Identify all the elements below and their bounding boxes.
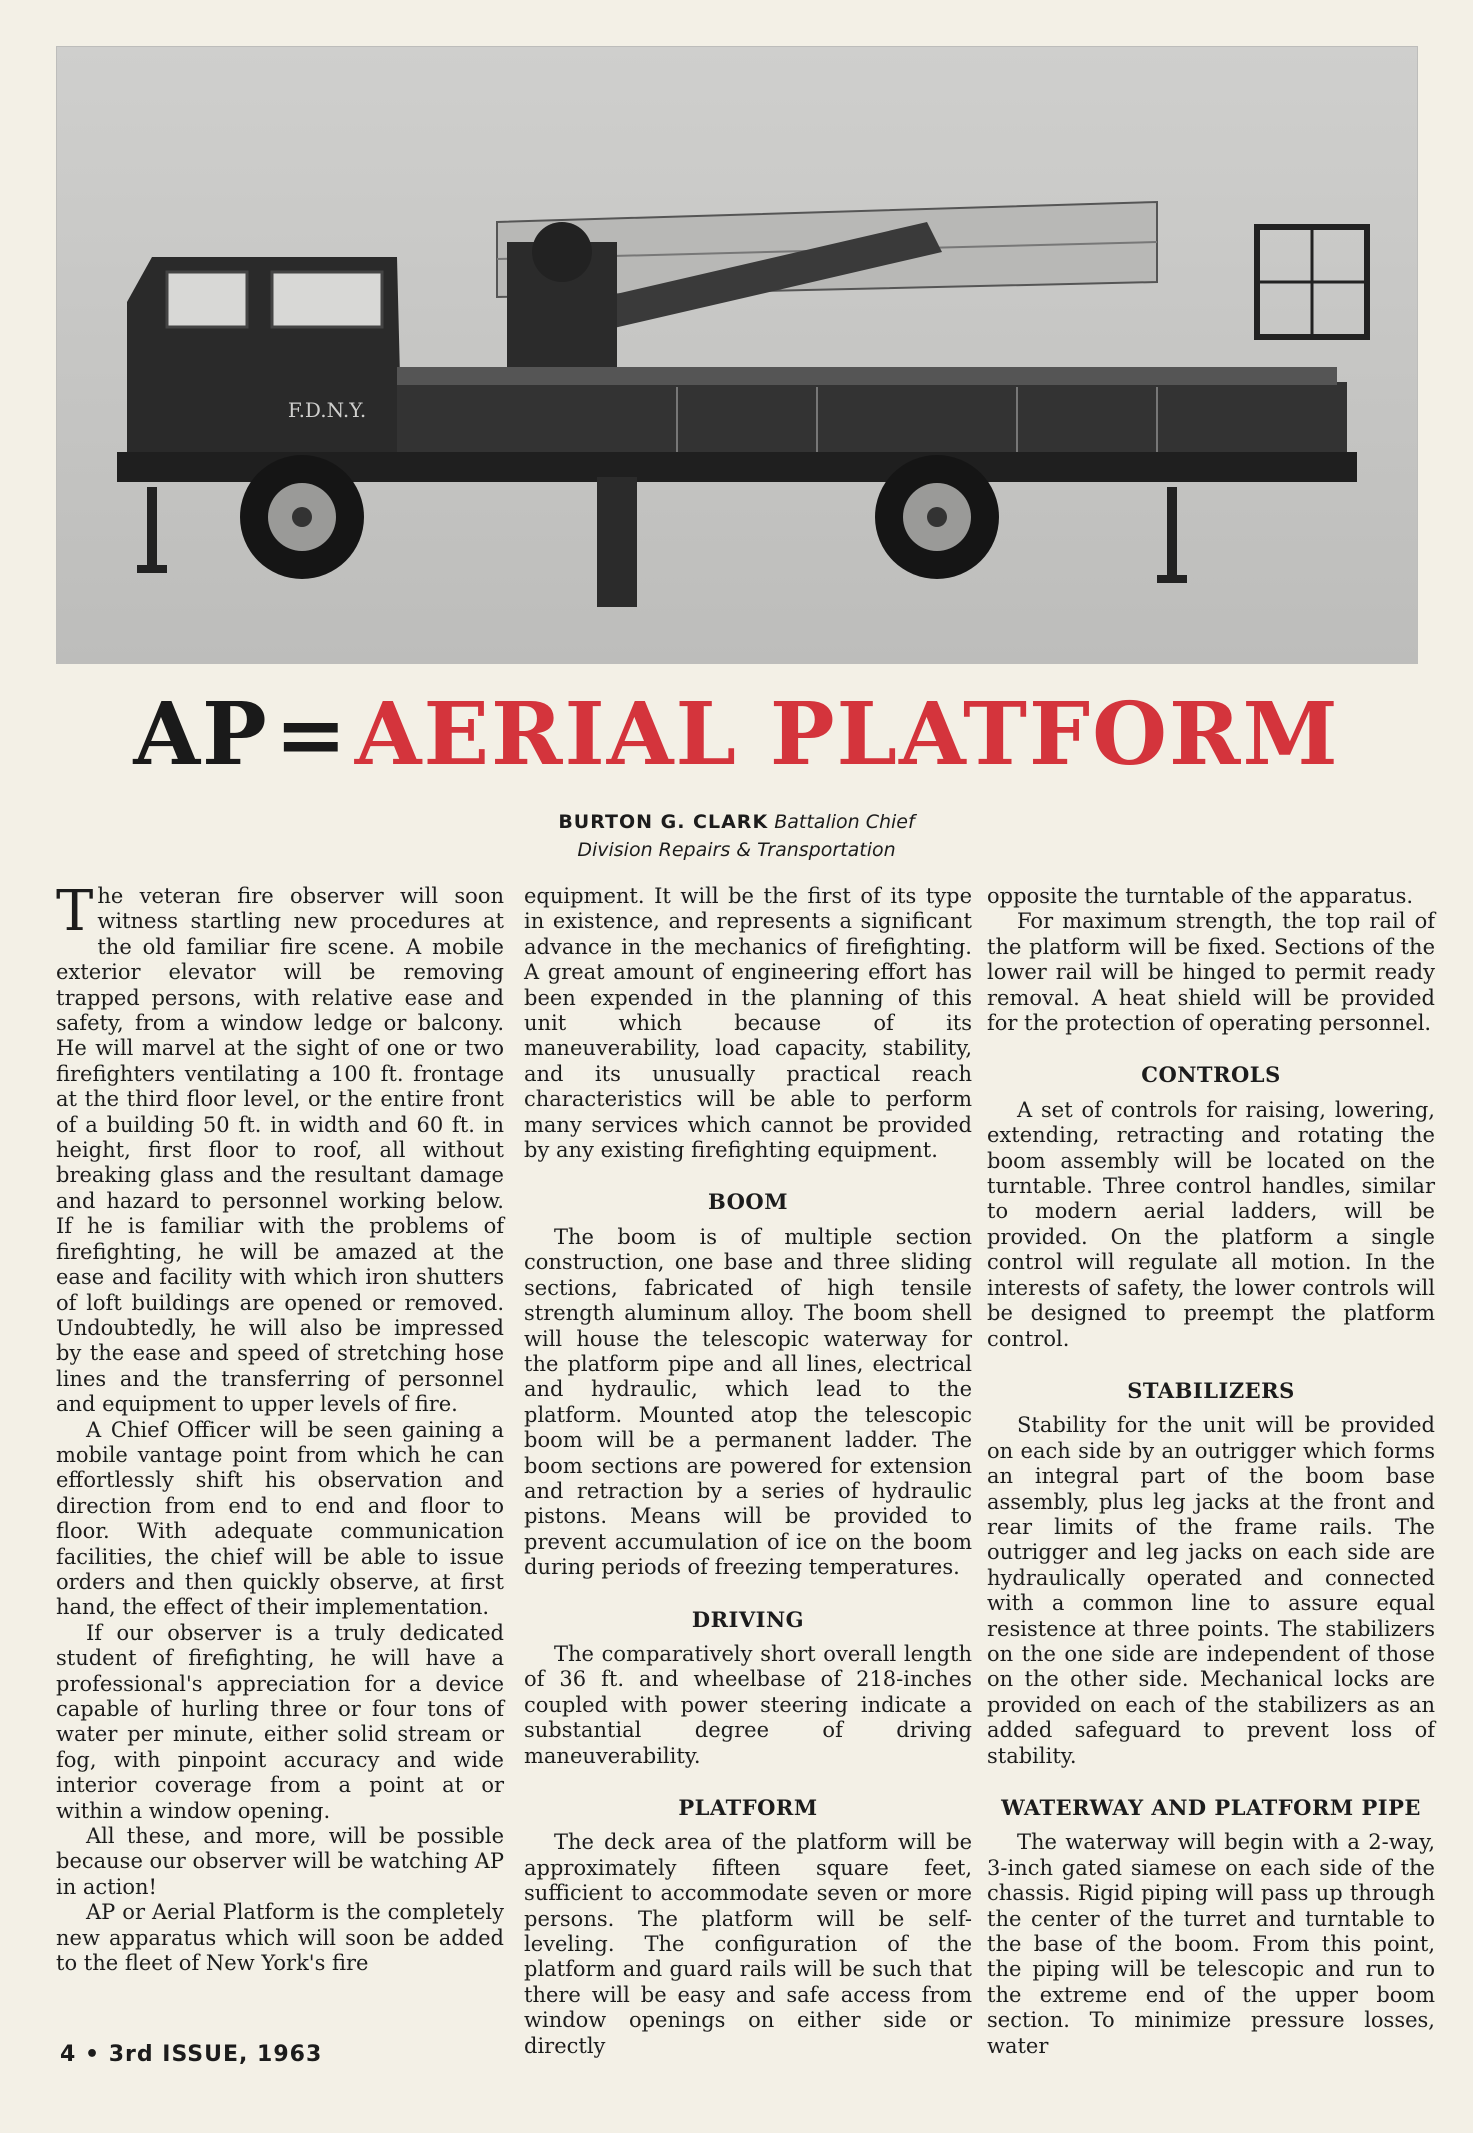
article-paragraph: AP or Aerial Platform is the completely new apparatus which will soon be added to the fleet of New York's fire — [56, 1900, 504, 1976]
headline — [0, 685, 1473, 785]
section-heading-waterway: WATERWAY AND PLATFORM PIPE — [1001, 1795, 1421, 1820]
article-column-3 — [987, 884, 1435, 2059]
author-department: Division Repairs & Transportation — [577, 839, 896, 861]
fire-truck-photo — [56, 46, 1418, 664]
article-column-2 — [524, 884, 972, 2059]
article-paragraph: The waterway will begin with a 2-way, 3-inch gated siamese on each side of the chassis. Rigid piping will pass up through the center of the turret and turntable to the base of the boom. From this point, the piping will be telescopic and run to the extreme end of the upper boom section. To minimize pressure losses, water — [987, 1830, 1435, 2058]
article-paragraph: A set of controls for raising, lowering, extending, retracting and rotating the boom assembly will be located on the turntable. Three control handles, similar to modern aerial ladders, will be provided. On the platform a single control will regulate all motion. In the interests of safety, the lower controls will be designed to preempt the platform control. — [987, 1097, 1435, 1351]
article-paragraph: All these, and more, will be possible because our observer will be watching AP in action! — [56, 1824, 504, 1899]
author-name: BURTON G. CLARK — [558, 811, 769, 833]
door-lettering: F.D.N.Y. — [287, 398, 367, 422]
article-column-1 — [56, 879, 504, 1976]
section-heading-stabilizers: STABILIZERS — [1127, 1377, 1295, 1403]
article-paragraph: A Chief Officer will be seen gaining a mobile vantage point from which he can effortlessly shift his observation and direction from end to end and floor to floor. With adequate communication facilities, the chief will be able to issue orders and then quickly observe, at first hand, the effect of their implementation. — [56, 1417, 504, 1620]
article-paragraph: If our observer is a truly dedicated student of firefighting, he will have a professional's appreciation for a device capable of hurling three or four tons of water per minute, either solid stream or fog, with pinpoint accuracy and wide interior coverage from a point at or within a window opening. — [56, 1620, 504, 1823]
article-paragraph: For maximum strength, the top rail of the platform will be fixed. Sections of the lower rail will be hinged to permit ready removal. A heat shield will be provided for the protection of operating personnel. — [987, 909, 1435, 1036]
article-paragraph: The deck area of the platform will be approximately fifteen square feet, sufficient to accommodate seven or more persons. The platform will be self-leveling. The configuration of the platform and guard rails will be such that there will be easy and safe access from window openings on either side or directly — [524, 1830, 972, 2058]
article-paragraph: opposite the turntable of the apparatus. — [987, 884, 1414, 908]
headline-ap: AP — [133, 684, 269, 785]
page-footer: 4 • 3rd ISSUE, 1963 — [60, 2042, 323, 2067]
article-paragraph: The boom is of multiple section construction, one base and three sliding sections, fabricated of high tensile strength aluminum alloy. The boom shell will house the telescopic waterway for the platform pipe and all lines, electrical and hydraulic, which lead to the platform. Mounted atop the telescopic boom will be a permanent ladder. The boom sections are powered for extension and retraction by a series of hydraulic pistons. Means will be provided to prevent accumulation of ice on the boom during periods of freezing temperatures. — [524, 1224, 972, 1580]
article-paragraph: The comparatively short overall length of 36 ft. and wheelbase of 218-inches coupled with power steering indicate a substantial degree of driving maneuverability. — [524, 1641, 972, 1768]
byline — [0, 808, 1473, 864]
section-heading-platform: PLATFORM — [678, 1795, 818, 1820]
dropcap: T — [56, 879, 94, 944]
section-heading-boom: BOOM — [708, 1189, 788, 1215]
article-paragraph: Stability for the unit will be provided on each side by an outrigger which forms an integral part of the boom base assembly, plus leg jacks at the front and rear limits of the frame rails. The outrigger and leg jacks on each side are hydraulically operated and connected with a common line to assure equal resistence at three points. The stabilizers on the one side are independent of those on the other side. Mechanical locks are provided on each of the stabilizers as an added safeguard to prevent loss of stability. — [987, 1413, 1435, 1768]
author-rank: Battalion Chief — [774, 811, 915, 833]
section-heading-controls: CONTROLS — [1141, 1062, 1281, 1088]
section-heading-driving: DRIVING — [691, 1606, 805, 1632]
headline-equals: = — [274, 684, 349, 785]
article-paragraph — [56, 879, 504, 1418]
headline-aerial-platform: AERIAL PLATFORM — [354, 684, 1340, 785]
article-paragraph: equipment. It will be the first of its type in existence, and represents a significant advance in the mechanics of firefighting. A great amount of engineering effort has been expended in the planning of this unit which because of its maneuverability, load capacity, stability, and its unusually practical reach characteristics will be able to perform many services which cannot be provided by any existing firefighting equipment. — [524, 884, 972, 1163]
paragraph-text: he veteran fire observer will soon witness startling new procedures at the old familiar fire scene. A mobile exterior elevator will be removing trapped persons, with relative ease and safety, from a window ledge or balcony. He will marvel at the sight of one or two firefighters ventilating a 100 ft. frontage at the third floor level, or the entire front of a building 50 ft. in width and 60 ft. in height, first floor to roof, all without breaking glass and the resultant damage and hazard to personnel working below. If he is familiar with the problems of firefighting, he will be amazed at the ease and facility with which iron shutters of loft buildings are opened or removed. Undoubtedly, he will also be impressed by the ease and speed of stretching hose lines and the transferring of personnel and equipment to upper levels of fire. — [56, 884, 504, 1417]
